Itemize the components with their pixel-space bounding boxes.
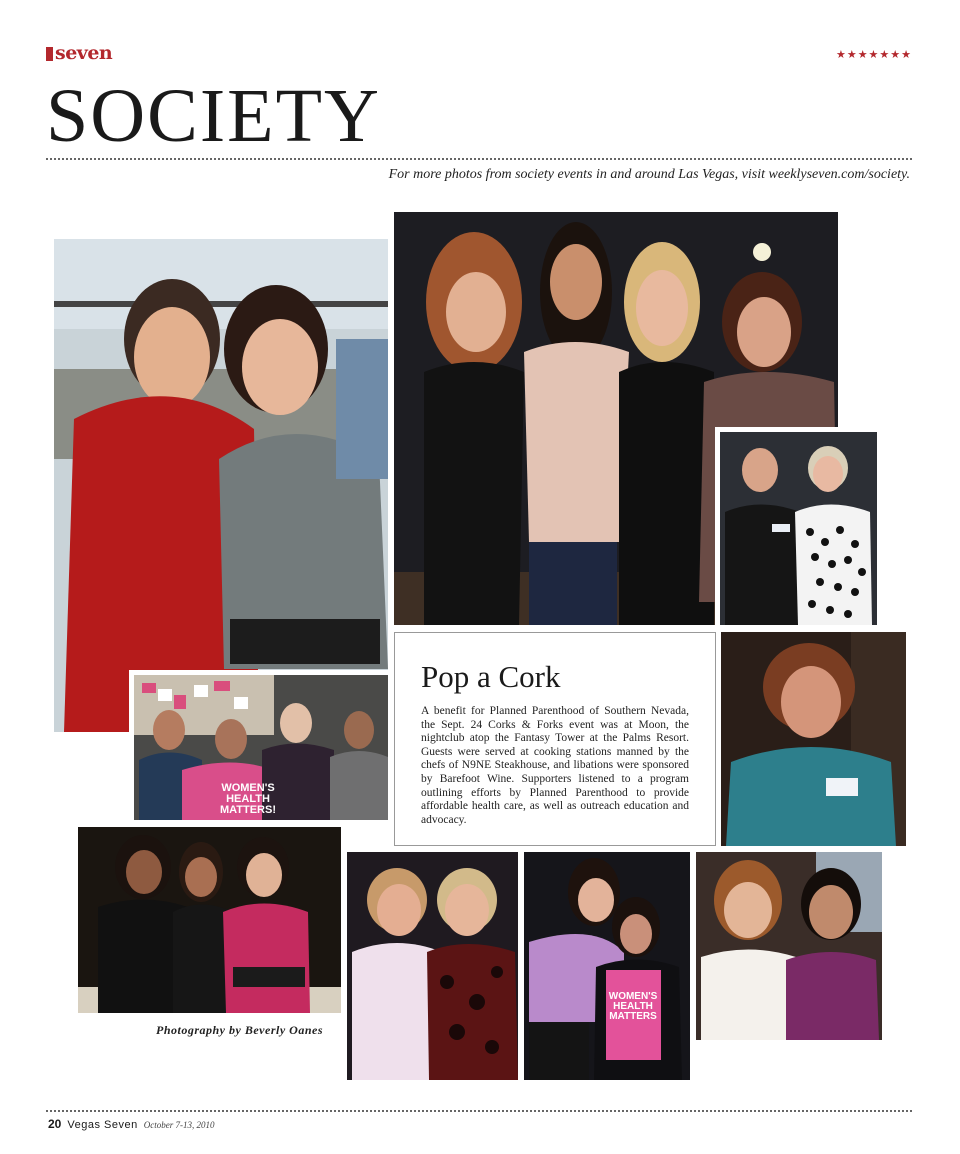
story-headline: Pop a Cork xyxy=(421,659,561,694)
photo-two-women-red-gray xyxy=(54,239,388,732)
photo-man-woman-polka-dot xyxy=(715,427,882,630)
brand-text: seven xyxy=(55,42,113,64)
issue-date: October 7-13, 2010 xyxy=(143,1120,215,1130)
page-footer xyxy=(48,1117,214,1131)
brand-logo xyxy=(46,44,112,63)
publication-name: Vegas Seven xyxy=(67,1119,138,1131)
story-box xyxy=(394,632,716,846)
section-title: SOCIETY xyxy=(46,74,381,158)
photo-four-women-health-shirt xyxy=(129,670,393,825)
photo-woman-teal-jacket xyxy=(721,632,906,846)
story-body: A benefit for Planned Parenthood of Southern Nevada, the Sept. 24 Corks & Forks event was at Moon, the nightclub atop the Fantasy Tower at the Palms Resort. Guests were served at cooking stations manned by the chefs of N9NE Steakhouse, and libations were sponsored by Barefoot Wine. Supporters listened to a program outlining efforts by Planned Parenthood to provide affordable health care, as well as outreach education and advocacy. xyxy=(421,705,689,826)
brand-bar xyxy=(46,47,53,61)
rating-stars: ★★★★★★★ xyxy=(835,48,912,61)
photo-two-women-purple xyxy=(696,852,882,1040)
page-number: 20 xyxy=(48,1117,62,1131)
shirt-text: WOMEN'S HEALTH MATTERS xyxy=(608,991,658,1022)
photo-two-women-pink-shirts xyxy=(524,852,690,1080)
tagline: For more photos from society events in and around Las Vegas, visit weeklyseven.com/society. xyxy=(388,167,910,182)
shirt-text: WOMEN'S HEALTH MATTERS! xyxy=(219,782,276,816)
photo-credit: Photography by Beverly Oanes xyxy=(156,1023,323,1037)
photo-three-women xyxy=(73,822,346,1018)
footer-divider xyxy=(46,1110,912,1112)
header-divider xyxy=(46,158,912,160)
photo-two-older-women xyxy=(347,852,518,1080)
